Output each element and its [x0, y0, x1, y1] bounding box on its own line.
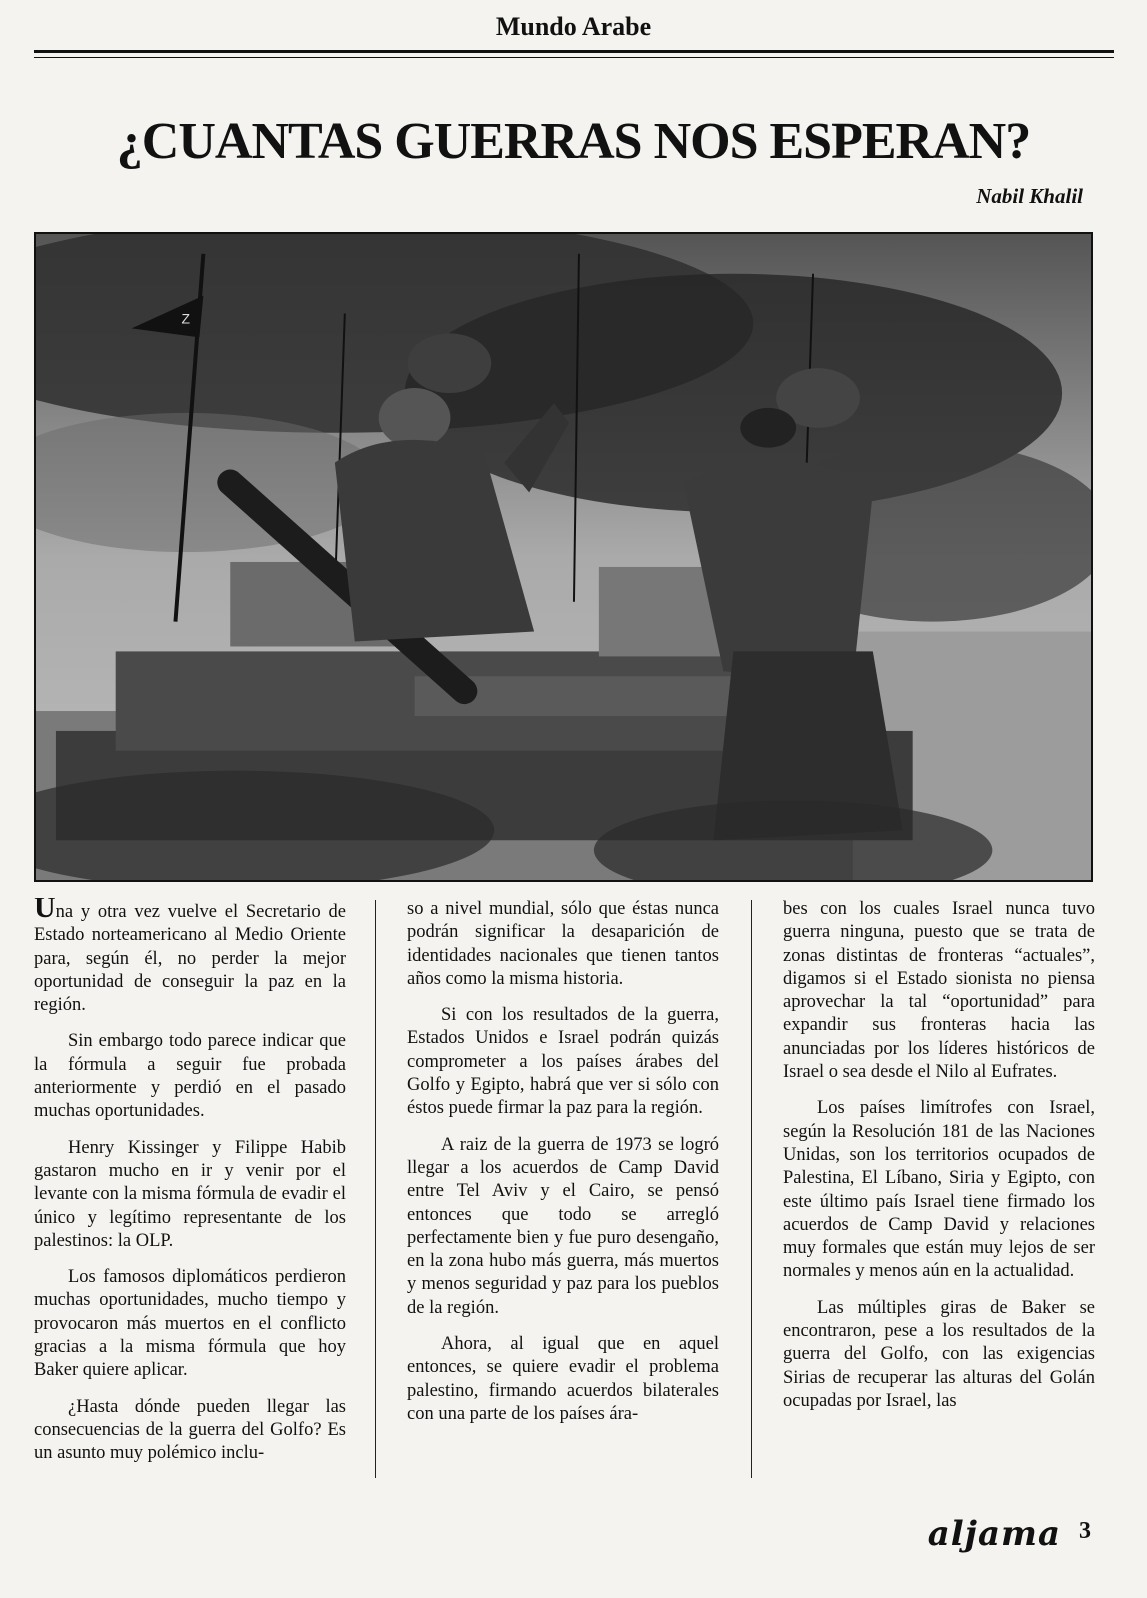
- flag-letter: Z: [181, 310, 190, 327]
- column-rule: [751, 900, 752, 1478]
- paragraph: bes con los cuales Israel nunca tuvo guerra ninguna, puesto que se trata de zonas distintas de fronteras “actuales”, digamos si el Estado sionista no piensa aprovechar la tal “oportunidad” para expandir sus fronteras hacia las anunciadas por los líderes históricos de Israel o sea desde el Nilo al Eufrates.: [783, 899, 1095, 1083]
- header-rule-thick: [34, 50, 1114, 53]
- paragraph: ¿Hasta dónde pueden llegar las consecuencias de la guerra del Golfo? Es un asunto muy polémico inclu-: [34, 1396, 346, 1464]
- drop-cap: U: [34, 898, 56, 924]
- article-author: Nabil Khalil: [976, 184, 1083, 208]
- paragraph: so a nivel mundial, sólo que éstas nunca podrán significar la desaparición de identidades nacionales que tienen tantos años como la misma historia.: [407, 899, 719, 989]
- soldiers-tank-photo: [36, 234, 1091, 880]
- article-column-1: [34, 898, 346, 1483]
- paragraph: Los famosos diplomáticos perdieron muchas oportunidades, mucho tiempo y provocaron más muertos en el conflicto gracias a la misma fórmula que hoy Baker quiere aplicar.: [34, 1267, 346, 1381]
- article-column-3: [783, 898, 1095, 1483]
- paragraph: Sin embargo todo parece indicar que la fórmula a seguir fue probada anteriormente y perdió en el pasado muchas oportunidades.: [34, 1031, 346, 1122]
- paragraph: Ahora, al igual que en aquel entonces, se quiere evadir el problema palestino, firmando acuerdos bilaterales con una parte de los países ára-: [407, 1334, 719, 1424]
- paragraph: Los países limítrofes con Israel, según la Resolución 181 de las Naciones Unidas, son los territorios ocupados de Palestina, El Líbano, Siria y Egipto, con este último país Israel tiene firmado los acuerdos de Camp David y relaciones muy formales que están muy lejos de ser normales y menos aún en la actualidad.: [783, 1098, 1095, 1282]
- article-photo: [34, 232, 1093, 882]
- article-title: ¿CUANTAS GUERRAS NOS ESPERAN?: [116, 113, 1031, 170]
- paragraph: Si con los resultados de la guerra, Estados Unidos e Israel podrán quizás comprometer a los países árabes del Golfo y Egipto, habrá que ver si sólo con éstos puede firmar la paz para la región.: [407, 1005, 719, 1119]
- paragraph: Una y otra vez vuelve el Secretario de Estado norteamericano al Medio Oriente para, según él, no perder la mejor oportunidad de conseguir la paz en la región.: [34, 898, 346, 1017]
- page-number: 3: [1079, 1518, 1091, 1544]
- section-header: Mundo Arabe: [495, 12, 652, 41]
- column-rule: [375, 900, 376, 1478]
- header-rule-thin: [34, 57, 1114, 58]
- paragraph: Henry Kissinger y Filippe Habib gastaron mucho en ir y venir por el levante con la misma fórmula de evadir el único y legítimo representante de los palestinos: la OLP.: [34, 1137, 346, 1251]
- paragraph: A raiz de la guerra de 1973 se logró llegar a los acuerdos de Camp David entre Tel Aviv y el Cairo, se pensó entonces que todo se arregló perfectamente bien y fue puro desengaño, en la zona hubo más guerra, más muertos y menos seguridad y paz para los pueblos de la región.: [407, 1134, 719, 1318]
- magazine-logo: aljama: [927, 1514, 1061, 1554]
- article-column-2: [407, 898, 719, 1483]
- paragraph: Las múltiples giras de Baker se encontraron, pese a los resultados de la guerra del Golfo, con las exigencias Sirias de recuperar las alturas del Golán ocupadas por Israel, las: [783, 1297, 1095, 1411]
